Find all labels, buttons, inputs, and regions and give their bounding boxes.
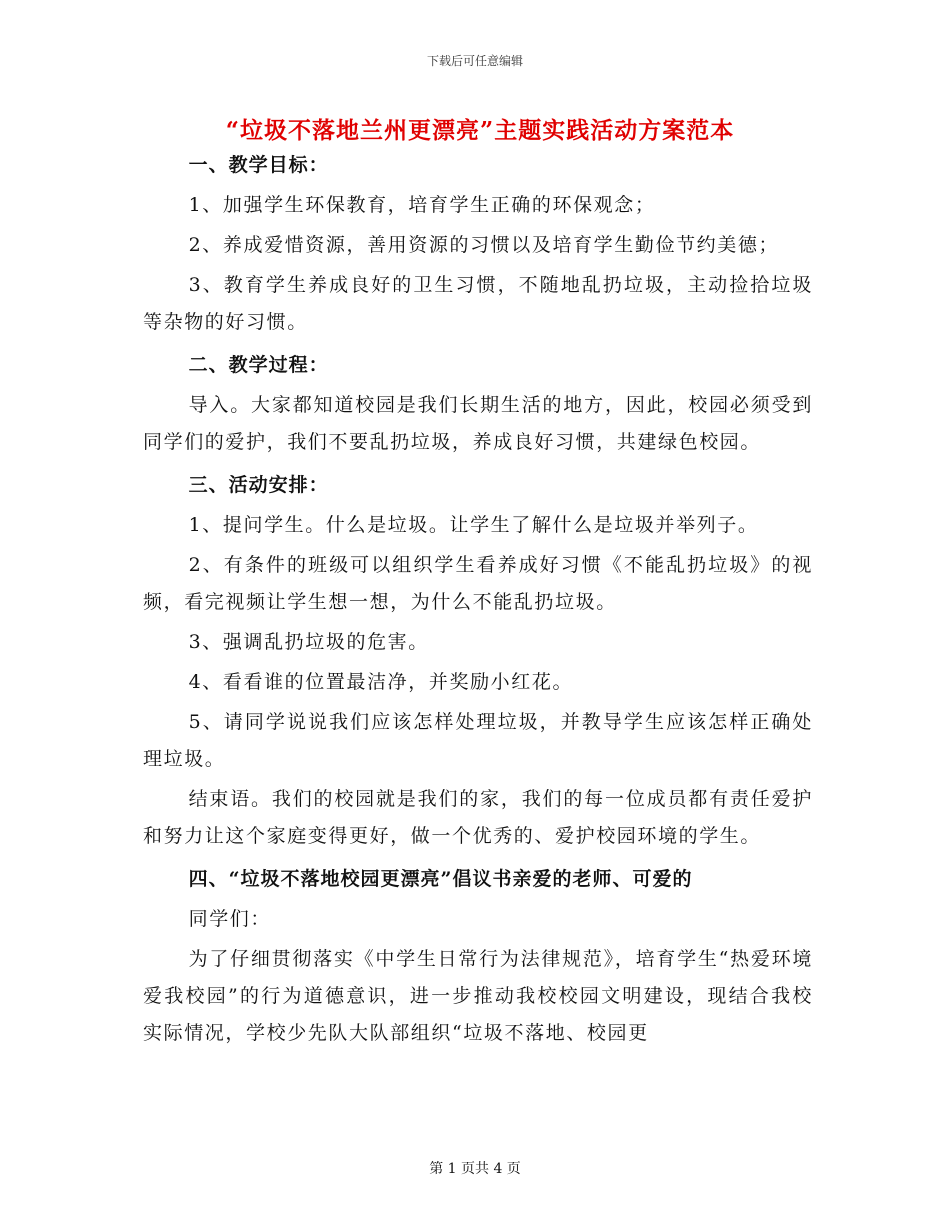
process-text: 导入。大家都知道校园是我们长期生活的地方，因此，校园必须受到同学们的爱护，我们不要乱扔垃圾，养成良好习惯，共建绿色校园。	[143, 394, 813, 453]
document-body	[143, 147, 813, 1052]
activity-item: 1、提问学生。什么是垃圾。让学生了解什么是垃圾并举列子。	[188, 514, 759, 536]
activity-item: 4、看看谁的位置最洁净，并奖励小红花。	[188, 671, 574, 693]
document-title: “垃圾不落地兰州更漂亮”主题实践活动方案范本	[225, 117, 735, 144]
activity-item: 5、请同学说说我们应该怎样处理垃圾，并教导学生应该怎样正确处理垃圾。	[143, 711, 813, 770]
header-note: 下载后可任意编辑	[426, 54, 523, 68]
section-heading-process: 二、教学过程：	[188, 354, 329, 376]
goal-item: 1、加强学生环保教育，培育学生正确的环保观念；	[188, 194, 656, 216]
proposal-salutation: 同学们：	[188, 908, 271, 930]
section-heading-proposal: 四、“垃圾不落地校园更漂亮”倡议书亲爱的老师、可爱的	[188, 868, 693, 890]
section-heading-activities: 三、活动安排：	[188, 474, 329, 496]
goal-item: 3、教育学生养成良好的卫生习惯，不随地乱扔垃圾，主动捡拾垃圾等杂物的好习惯。	[143, 274, 813, 333]
activity-item: 3、强调乱扔垃圾的危害。	[188, 631, 429, 653]
activity-conclusion: 结束语。我们的校园就是我们的家，我们的每一位成员都有责任爱护和努力让这个家庭变得更好，做一个优秀的、爱护校园环境的学生。	[143, 788, 813, 847]
proposal-text: 为了仔细贯彻落实《中学生日常行为法律规范》，培育学生“热爱环境爱我校园”的行为道德意识，进一步推动我校校园文明建设，现结合我校实际情况，学校少先队大队部组织“垃圾不落地、校园更	[143, 948, 813, 1044]
activity-item: 2、有条件的班级可以组织学生看养成好习惯《不能乱扔垃圾》的视频，看完视频让学生想一想，为什么不能乱扔垃圾。	[143, 554, 813, 613]
page-footer: 第 1 页共 4 页	[429, 1161, 521, 1177]
section-heading-goals: 一、教学目标：	[188, 154, 329, 176]
goal-item: 2、养成爱惜资源，善用资源的习惯以及培育学生勤俭节约美德；	[188, 234, 780, 256]
